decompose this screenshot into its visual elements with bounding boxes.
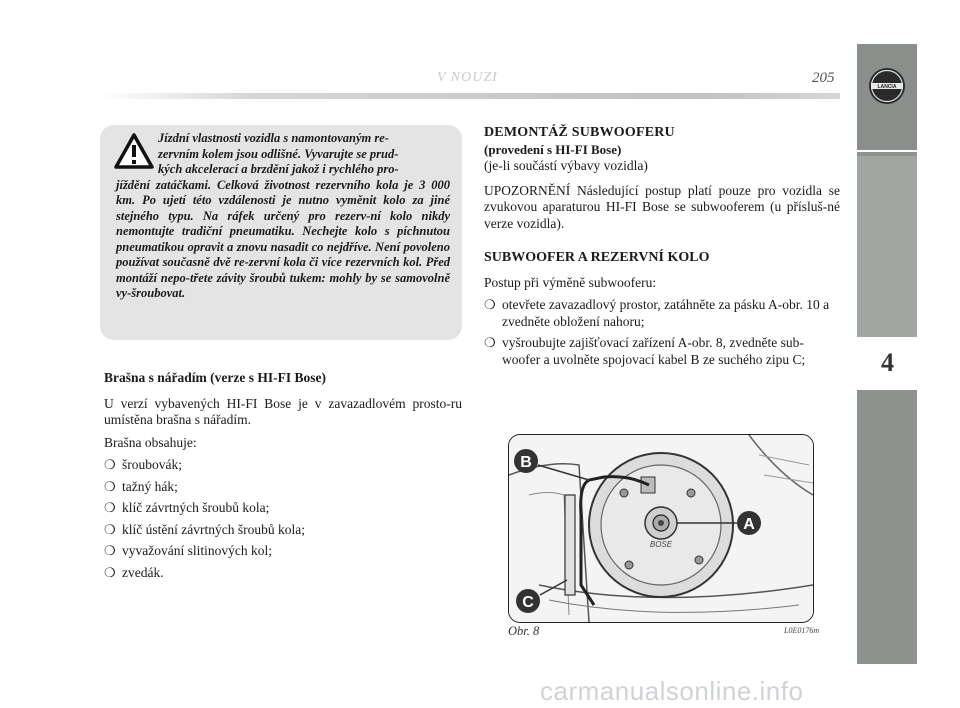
list-item-text: zvedák. (122, 564, 164, 580)
page-number: 205 (812, 70, 835, 86)
list-item-text: klíč ústění závrtných šroubů kola; (122, 521, 305, 537)
warning-body: jíždění zatáčkami. Celková životnost rezervního kola je 3 000 km. Po ujetí této vzdálenosti je nutno vyměnit kolo za jiné stejného typu. Na ráfek určený pro rezerv-ní kolo nikdy nemontujte tradiční pneumatiku. Nechejte kolo s píchnutou pneumatikou opravit a znovu nasadit co nejdříve. Není povoleno používat současně dvě re-zervní kola či více rezervních kol. Před montáží nepo-třete závity šroubů tukem: mohly by se samovolně vy-šroubovat. (116, 177, 450, 300)
warning-line: Jízdní vlastnosti vozidla s namontovaným re- (158, 131, 389, 145)
list-item-text: klíč závrtných šroubů kola; (122, 500, 270, 515)
left-column (104, 370, 462, 586)
list-item (104, 500, 462, 517)
subwoofer-illustration (509, 435, 813, 622)
bullet-icon: ❍ (104, 543, 116, 558)
procedure-steps (484, 297, 840, 368)
subwoofer-removal-note: (je-li součástí výbavy vozidla) (484, 158, 648, 173)
logo-lettering: LANCIA (877, 84, 897, 90)
sidebar-tab-bottom (857, 394, 917, 664)
callout-c-label: C (522, 594, 534, 611)
figure-code: L0E0176m (784, 626, 820, 635)
subwoofer-removal-subheading: (provedení s HI-FI Bose) (484, 141, 622, 157)
callout-b-label: B (520, 454, 532, 471)
list-item (104, 457, 462, 474)
list-item (484, 297, 840, 330)
bullet-icon: ❍ (104, 521, 116, 537)
procedure-intro: Postup při výměně subwooferu: (484, 274, 657, 290)
list-item (104, 522, 462, 539)
subwoofer-removal-heading: DEMONTÁŽ SUBWOOFERU (484, 125, 675, 140)
bullet-icon: ❍ (104, 500, 116, 515)
list-item-text: šroubovák; (122, 457, 182, 472)
bullet-icon: ❍ (104, 564, 116, 580)
figure-caption: Obr. 8 (508, 624, 540, 638)
figure-subwoofer (508, 434, 814, 623)
warning-text (116, 131, 450, 302)
bullet-icon: ❍ (484, 297, 496, 312)
spare-wheel-heading: SUBWOOFER A REZERVNÍ KOLO (484, 250, 710, 265)
bose-brand: BOSE (649, 540, 673, 549)
lancia-logo-icon (867, 66, 907, 106)
list-item-text: otevřete zavazadlový prostor, zatáhněte za pásku A-obr. 10 a zvedněte obložení nahoru; (502, 297, 830, 329)
toolbag-contents-label: Brašna obsahuje: (104, 434, 197, 450)
toolbag-intro: U verzí vybavených HI-FI Bose je v zavazadlovém prosto-ru umístěna brašna s nářadím. (104, 395, 462, 427)
list-item (104, 565, 462, 582)
bullet-icon: ❍ (104, 457, 116, 472)
notice-paragraph: UPOZORNĚNÍ Následující postup platí pouze pro vozidla se zvukovou aparaturou HI-FI Bose se subwooferem (u přísluš-né verze vozidla). (484, 182, 840, 231)
list-item-text: vyšroubujte zajišťovací zařízení A-obr. 8, zvedněte sub-woofer a uvolněte spojovací kabel B ze suchého zipu C; (502, 335, 806, 367)
chapter-number: 4 (881, 348, 894, 377)
sidebar-divider (857, 150, 917, 152)
callout-a-label: A (743, 516, 755, 533)
header-rule (100, 93, 840, 99)
toolbag-heading: Brašna s nářadím (verze s HI-FI Bose) (104, 370, 326, 385)
warning-line: kých akcelerací a brzdění jakož i rychlého pro- (158, 162, 399, 176)
warning-line: zervním kolem jsou odlišné. Vyvarujte se prud- (158, 146, 399, 161)
list-item-text: tažný hák; (122, 478, 178, 494)
right-column (484, 125, 840, 373)
toolbag-list (104, 457, 462, 581)
list-item (484, 335, 840, 368)
list-item (104, 543, 462, 560)
list-item (104, 479, 462, 496)
bullet-icon: ❍ (484, 335, 496, 350)
bullet-icon: ❍ (104, 478, 116, 494)
watermark: carmanualsonline.info (540, 676, 804, 706)
list-item-text: vyvažování slitinových kol; (122, 543, 272, 558)
section-title: V NOUZI (437, 70, 498, 85)
